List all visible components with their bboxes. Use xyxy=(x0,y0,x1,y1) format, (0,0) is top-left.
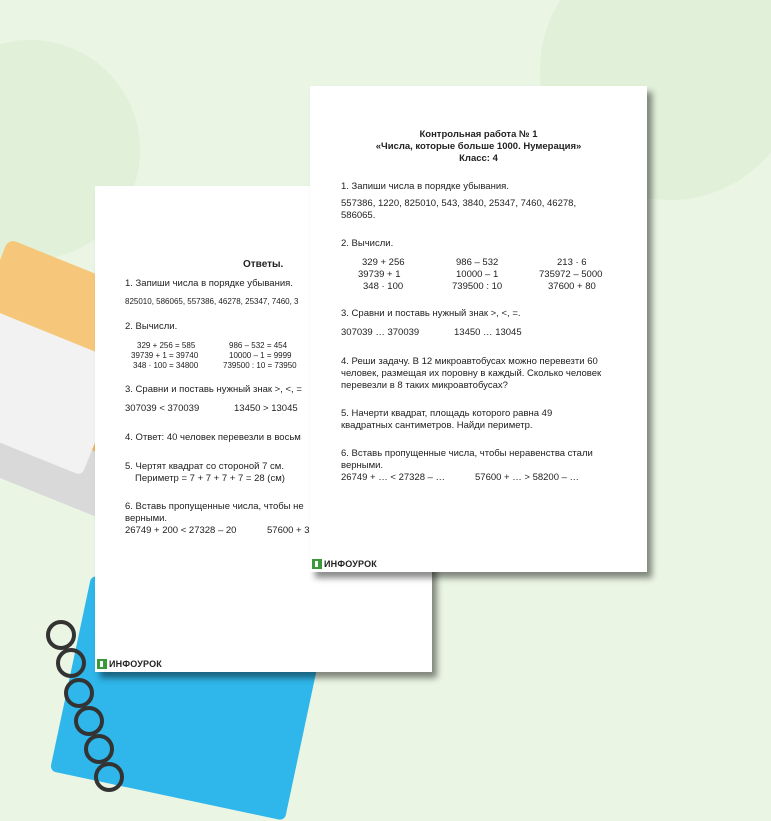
answer-1: 1. Запиши числа в порядке убывания. xyxy=(125,278,293,289)
question-1-numbers: 586065. xyxy=(341,210,376,221)
question-6-item: 57600 + … > 58200 – … xyxy=(475,472,580,483)
answer-6-item: 57600 + 3 xyxy=(267,525,310,536)
test-subtitle: «Числа, которые больше 1000. Нумерация» xyxy=(375,141,582,152)
answer-5-line: 5. Чертят квадрат со стороной 7 см. xyxy=(125,461,284,472)
question-3: 3. Сравни и поставь нужный знак >, <, =. xyxy=(341,308,521,319)
test-title: Контрольная работа № 1 xyxy=(419,129,538,140)
notebook-ring xyxy=(64,678,94,708)
question-2-cell: 739500 : 10 xyxy=(452,281,503,292)
answer-4: 4. Ответ: 40 человек перевезли в восьм xyxy=(125,432,301,443)
question-5-line: квадратных сантиметров. Найди периметр. xyxy=(341,420,533,431)
question-1: 1. Запиши числа в порядке убывания. xyxy=(341,181,509,192)
answer-6-line: 6. Вставь пропущенные числа, чтобы не xyxy=(125,501,304,512)
question-5-line: 5. Начерти квадрат, площадь которого равна 49 xyxy=(341,408,553,419)
answer-2-cell: 986 – 532 = 454 xyxy=(229,341,288,350)
question-4-line: перевезли в 8 таких микроавтобусах? xyxy=(341,380,508,391)
infourok-logo xyxy=(312,559,377,569)
notebook-ring xyxy=(84,734,114,764)
question-6-line: верными. xyxy=(341,460,384,471)
notebook-ring xyxy=(74,706,104,736)
infourok-logo-text: ИНФОУРОК xyxy=(324,559,378,569)
answer-2-cell: 739500 : 10 = 73950 xyxy=(223,361,297,370)
answer-6-item: 26749 + 200 < 27328 – 20 xyxy=(125,525,237,536)
question-2-cell: 213 · 6 xyxy=(557,257,587,268)
answer-5-line: Периметр = 7 + 7 + 7 + 7 = 28 (см) xyxy=(135,473,285,484)
answer-3-item: 307039 < 370039 xyxy=(125,403,200,414)
test-grade: Класс: 4 xyxy=(459,153,498,164)
question-2-cell: 39739 + 1 xyxy=(358,269,401,280)
infourok-logo-icon xyxy=(97,659,107,669)
notebook-ring xyxy=(46,620,76,650)
question-2: 2. Вычисли. xyxy=(341,238,394,249)
question-2-cell: 986 – 532 xyxy=(456,257,499,268)
question-2-cell: 37600 + 80 xyxy=(548,281,596,292)
answer-2: 2. Вычисли. xyxy=(125,321,178,332)
question-2-cell: 348 · 100 xyxy=(363,281,404,292)
infourok-logo-icon xyxy=(312,559,322,569)
question-6-item: 26749 + … < 27328 – … xyxy=(341,472,446,483)
answer-3-item: 13450 > 13045 xyxy=(234,403,298,414)
question-2-cell: 329 + 256 xyxy=(362,257,405,268)
infourok-logo xyxy=(97,659,162,669)
answer-2-cell: 10000 – 1 = 9999 xyxy=(229,351,292,360)
test-sheet xyxy=(310,86,647,572)
answers-title: Ответы. xyxy=(243,259,284,270)
question-3-item: 307039 … 370039 xyxy=(341,327,420,338)
answer-3: 3. Сравни и поставь нужный знак >, <, = xyxy=(125,384,302,395)
question-2-cell: 10000 – 1 xyxy=(456,269,499,280)
answer-1-numbers: 825010, 586065, 557386, 46278, 25347, 7460, 3 xyxy=(125,297,299,306)
answer-2-cell: 329 + 256 = 585 xyxy=(137,341,196,350)
notebook-ring xyxy=(94,762,124,792)
question-6-line: 6. Вставь пропущенные числа, чтобы неравенства стали xyxy=(341,448,593,459)
question-2-cell: 735972 – 5000 xyxy=(539,269,603,280)
question-4-line: 4. Реши задачу. В 12 микроавтобусах можно перевезти 60 xyxy=(341,356,598,367)
question-4-line: человек, размещая их поровну в каждый. Сколько человек xyxy=(341,368,602,379)
question-3-item: 13450 … 13045 xyxy=(454,327,522,338)
answer-6-line: верными. xyxy=(125,513,168,524)
notebook-ring xyxy=(56,648,86,678)
answer-2-cell: 348 · 100 = 34800 xyxy=(133,361,199,370)
answer-2-cell: 39739 + 1 = 39740 xyxy=(131,351,199,360)
question-1-numbers: 557386, 1220, 825010, 543, 3840, 25347, 7460, 46278, xyxy=(341,198,577,209)
infourok-logo-text: ИНФОУРОК xyxy=(109,659,163,669)
